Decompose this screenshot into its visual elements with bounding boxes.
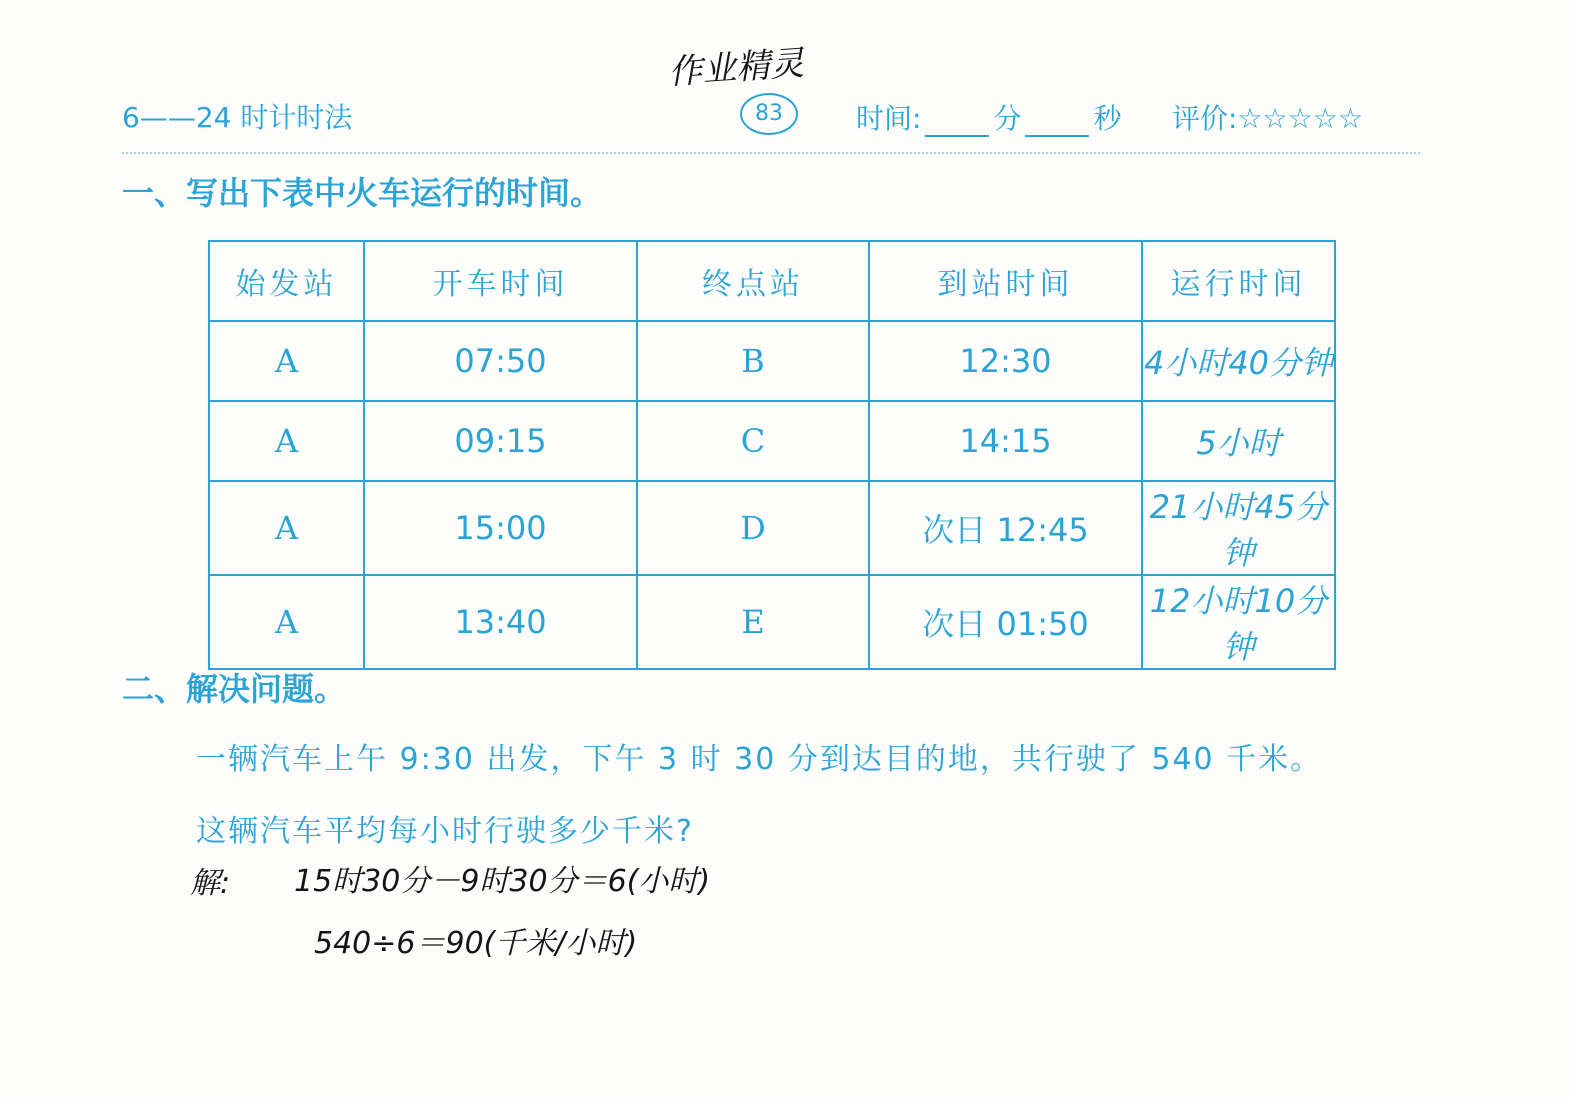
problem-text-line-2: 这辆汽车平均每小时行驶多少千米?	[196, 814, 694, 849]
rating-label: 评价:	[1172, 102, 1238, 135]
arrival-time-cell: 次日 12:45	[869, 481, 1142, 575]
rating-stars[interactable]: ☆☆☆☆☆	[1237, 102, 1363, 135]
table-row	[209, 575, 1335, 669]
start-station-cell: A	[209, 321, 364, 401]
minutes-blank[interactable]	[925, 113, 989, 137]
end-station-cell: E	[637, 575, 869, 669]
table-row	[209, 321, 1335, 401]
handwritten-solution-line-2[interactable]: 540÷6＝90(千米/小时)	[314, 926, 638, 961]
handwritten-solution-line-1[interactable]: 15时30分－9时30分＝6(小时)	[294, 864, 711, 899]
arrival-time-cell: 14:15	[869, 401, 1142, 481]
start-station-cell: A	[209, 575, 364, 669]
rating-field	[1172, 97, 1363, 137]
departure-time-cell: 13:40	[364, 575, 637, 669]
handwritten-header-note: 作业精灵	[667, 43, 806, 93]
handwritten-duration-answer[interactable]: 21小时45分钟	[1142, 481, 1335, 575]
departure-time-cell: 07:50	[364, 321, 637, 401]
seconds-label: 秒	[1093, 102, 1122, 135]
table-header-row	[209, 241, 1335, 321]
worksheet-topic: 6——24 时计时法	[122, 101, 353, 134]
start-station-cell: A	[209, 481, 364, 575]
arrival-time-cell: 12:30	[869, 321, 1142, 401]
arrival-time-cell: 次日 01:50	[869, 575, 1142, 669]
departure-time-cell: 15:00	[364, 481, 637, 575]
seconds-blank[interactable]	[1025, 113, 1089, 137]
solution-label: 解:	[190, 866, 231, 901]
time-field	[856, 97, 1121, 137]
departure-time-cell: 09:15	[364, 401, 637, 481]
section-1-title: 一、写出下表中火车运行的时间。	[122, 174, 603, 212]
table-row	[209, 401, 1335, 481]
problem-text-line-1: 一辆汽车上午 9:30 出发，下午 3 时 30 分到达目的地，共行驶了 540 千米。	[196, 742, 1323, 777]
end-station-cell: D	[637, 481, 869, 575]
table-row	[209, 481, 1335, 575]
start-station-cell: A	[209, 401, 364, 481]
column-header-travel-time: 运行时间	[1142, 241, 1335, 321]
minutes-label: 分	[993, 102, 1022, 135]
end-station-cell: C	[637, 401, 869, 481]
header-divider	[122, 152, 1420, 154]
column-header-start-station: 始发站	[209, 241, 364, 321]
handwritten-duration-answer[interactable]: 12小时10分钟	[1142, 575, 1335, 669]
column-header-end-station: 终点站	[637, 241, 869, 321]
handwritten-duration-answer[interactable]: 5小时	[1142, 401, 1335, 481]
end-station-cell: B	[637, 321, 869, 401]
column-header-departure-time: 开车时间	[364, 241, 637, 321]
train-timetable	[208, 240, 1336, 670]
column-header-arrival-time: 到站时间	[869, 241, 1142, 321]
handwritten-duration-answer[interactable]: 4小时40分钟	[1142, 321, 1335, 401]
time-label: 时间:	[856, 102, 922, 135]
page-number-badge: 83	[740, 93, 798, 135]
section-2-title: 二、解决问题。	[122, 670, 347, 708]
